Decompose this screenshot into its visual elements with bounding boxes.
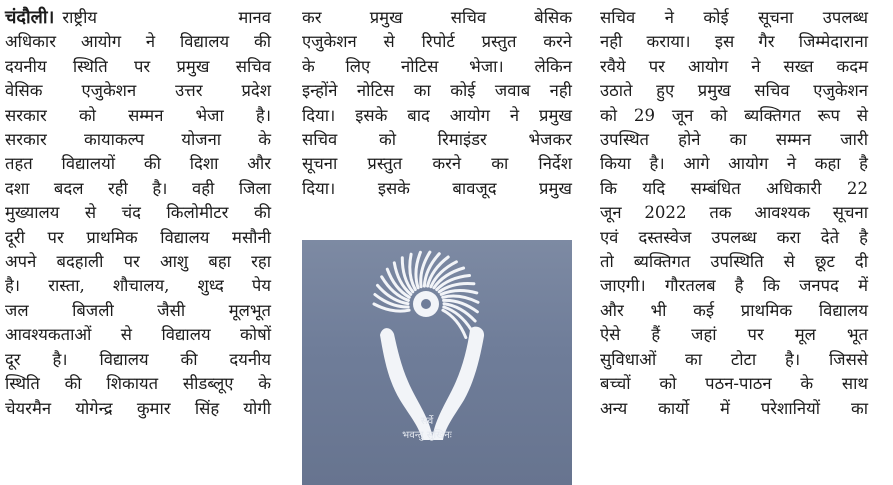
column1-line: मुख्यालय से चंद किलोमीटर की (5, 203, 271, 223)
column1-line: दशा बदल रही है। वही जिला (5, 178, 271, 198)
column3-line: तो ब्यक्तिगत उपस्थिति से छूट दी (600, 252, 868, 272)
column3-line: जाएगी। गौरतलब है कि जनपद में (600, 276, 868, 296)
column1-line: है। रास्ता, शौचालय, शुध्द पेय (5, 276, 271, 296)
column2-line: सचिव को रिमाइंडर भेजकर (302, 130, 572, 150)
column2-line: कर प्रमुख सचिव बेसिक (302, 8, 572, 27)
column3-line: और भी कई प्राथमिक विद्यालय (600, 300, 868, 320)
emblem-ray (444, 307, 471, 330)
dateline: चंदौली। (5, 7, 55, 28)
column1-line: चेयरमैन योगेन्द्र कुमार सिंह योगी (5, 398, 271, 418)
column3-line: सचिव ने कोई सूचना उपलब्ध (600, 8, 868, 27)
column3-line: ऐसे हैं जहां पर मूल भूत (600, 325, 868, 345)
column1-line: दयनीय स्थिति पर प्रमुख सचिव (5, 56, 271, 76)
column1-line: तहत विद्यालयों की दिशा और (5, 154, 271, 174)
column3-line: को 29 जून को ब्यक्तिगत रूप से (600, 105, 868, 125)
column1-line: दूर है। विद्यालय की दयनीय (5, 349, 271, 369)
emblem-ray (443, 310, 466, 337)
column1-line: अपने बदहाली पर आशु बहा रहा (5, 252, 271, 272)
column1-line: आवश्यकताओं से विद्यालय कोषों (5, 325, 271, 345)
column1-line: वेसिक एजुकेशन उत्तर प्रदेश (5, 81, 271, 101)
column3-line: उठाते हुए प्रमुख सचिव एजुकेशन (600, 81, 868, 101)
column2-line: इन्होंने नोटिस का कोई जवाब नही (302, 81, 572, 101)
column3-line: किया है। आगे आयोग ने कहा है (600, 154, 868, 174)
nhrc-logo-photo (302, 240, 572, 485)
article-column-3 (600, 6, 868, 421)
nhrc-emblem-icon (302, 240, 572, 485)
motto-line-1: सर्वे (420, 416, 434, 427)
column2-line: एजुकेशन से रिपोर्ट प्रस्तुत करने (302, 32, 572, 52)
column3-line: एवं दस्तस्वेज उपलब्ध करा देते है (600, 227, 868, 247)
column3-line: उपस्थित होने का सम्मन जारी (600, 130, 868, 150)
article-column-2 (302, 6, 572, 201)
column1-line: जल बिजली जैसी मूलभूत (5, 300, 271, 320)
column1-line: सरकार कायाकल्प योजना के (5, 130, 271, 150)
column1-line: स्थिति की शिकायत सीडब्लूए के (5, 374, 271, 394)
column2-line: के लिए नोटिस भेजा। लेकिन (302, 56, 572, 76)
column3-line: बच्चों को पठन-पाठन के साथ (600, 374, 868, 394)
column2-line: सूचना प्रस्तुत करने का निर्देश (302, 154, 572, 174)
column1-line: दूरी पर प्राथमिक विद्यालय मसौनी (5, 227, 271, 247)
column1-line: सरकार को सम्मन भेजा है। (5, 105, 271, 125)
column3-line: रवैये पर आयोग ने सख्त कदम (600, 56, 868, 76)
column1-line: अधिकार आयोग ने विद्यालय की (5, 32, 271, 52)
column3-line: नही कराया। इस गैर जिम्मेदाराना (600, 32, 868, 52)
motto-line-2: भवन्तु सुखिनः (402, 430, 452, 441)
column3-line: अन्य कार्यो में परेशानियों का (600, 398, 868, 418)
emblem-ray (441, 290, 477, 294)
column2-line: दिया। इसके बावजूद प्रमुख (302, 178, 572, 198)
column1-line: चंदौली। राष्ट्रीय मानव (5, 7, 271, 28)
column2-line: दिया। इसके बाद आयोग ने प्रमुख (302, 105, 572, 125)
article-column-1 (5, 6, 271, 421)
column3-line: सुविधाओं का टोटा है। जिससे (600, 349, 868, 369)
column3-line: जून 2022 तक आवश्यक सूचना (600, 203, 868, 223)
column3-line: कि यदि सम्बंधित अधिकारी 22 (600, 178, 868, 198)
